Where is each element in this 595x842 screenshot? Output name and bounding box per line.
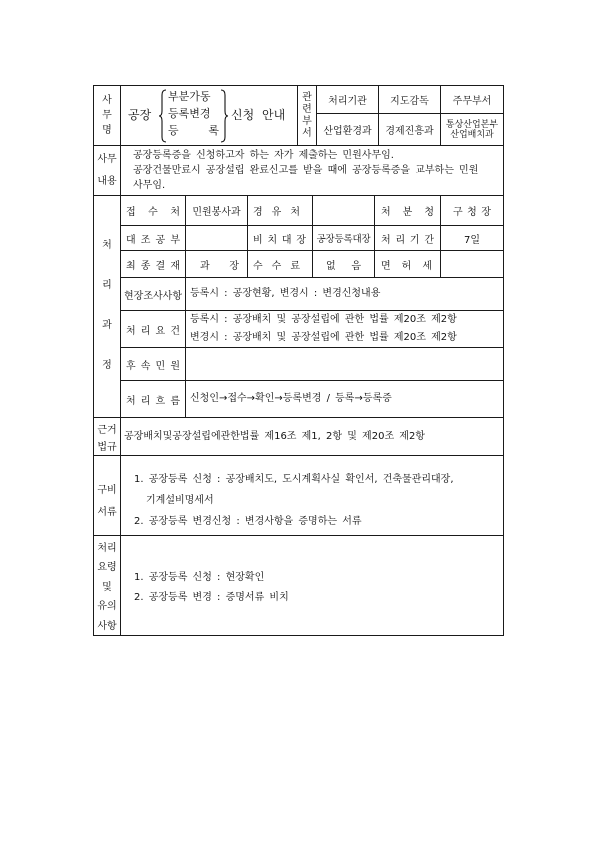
related-departments-label-char: 련 — [302, 103, 312, 115]
license-tax-label — [374, 250, 441, 278]
main-department-header — [440, 85, 504, 114]
legal-basis-label-line: 법규 — [97, 441, 117, 453]
office-name-label-char: 사 — [102, 95, 112, 106]
main-department-header-text: 주무부서 — [452, 96, 492, 107]
description-label-line: 내용 — [97, 175, 117, 187]
note-line: 1. 공장등록 신청 : 현장확인 — [134, 571, 265, 583]
document-line: 기계설비명세서 — [146, 495, 214, 506]
legal-basis-label — [93, 417, 121, 456]
disposing-authority-value — [440, 195, 504, 226]
processing-period-label — [374, 225, 441, 251]
processing-flow-content — [185, 380, 504, 418]
title-prefix: 공장 — [128, 108, 152, 122]
related-departments-label-char: 관 — [302, 91, 312, 103]
description-label-line: 사무 — [97, 153, 117, 165]
receipt-office-value — [185, 195, 248, 226]
document-line: 2. 공장등록 변경신청 : 변경사항을 증명하는 서류 — [134, 516, 362, 527]
via-office-label — [247, 195, 313, 226]
required-documents-label — [93, 455, 121, 536]
processing-notes-label — [93, 535, 121, 636]
main-department-value-line: 산업배치과 — [450, 129, 494, 140]
fee-value-text: 없 음 — [326, 260, 361, 272]
office-name-label-char: 명 — [102, 125, 112, 136]
license-tax-value — [440, 250, 504, 278]
process-label-char: 리 — [102, 280, 112, 291]
requirement-line: 등록시 : 공장배치 및 공장설립에 관한 법률 제20조 제2항 — [190, 314, 457, 325]
related-departments-label-char: 서 — [302, 127, 312, 139]
title-option-registration: 등 록 — [168, 124, 219, 137]
process-label-char: 처 — [102, 240, 112, 251]
site-inspection-text: 등록시 : 공장현황, 변경시 : 변경신청내용 — [190, 288, 381, 299]
processing-agency-header — [316, 85, 379, 114]
description-line: 공장건물만료시 공장설립 완료신고를 받을 때에 공장등록증을 교부하는 민원 — [133, 165, 479, 176]
requirement-line: 변경시 : 공장배치 및 공장설립에 관한 법률 제20조 제2항 — [190, 332, 457, 343]
process-label — [93, 195, 121, 418]
description-line: 사무임. — [133, 180, 166, 191]
final-approval-value-text: 과 장 — [200, 260, 239, 272]
follow-up-petition-label — [120, 347, 186, 381]
processing-requirements-label — [120, 310, 186, 348]
processing-notes-label-line: 사항 — [97, 620, 117, 632]
form-title — [120, 85, 298, 146]
title-option-registration-change: 등록변경 — [168, 107, 211, 120]
reference-register-label-text: 대 조 공 부 — [126, 234, 180, 246]
title-options — [168, 88, 219, 139]
processing-notes-label-line: 유의 — [97, 601, 117, 613]
legal-basis-content — [120, 417, 504, 456]
processing-notes-label-line: 처리 — [97, 542, 117, 554]
license-tax-label-text: 면 허 세 — [381, 260, 432, 272]
right-brace — [220, 89, 229, 143]
kept-register-label — [247, 225, 313, 251]
description-label — [93, 145, 121, 196]
processing-flow-label — [120, 380, 186, 418]
office-name-label-char: 무 — [102, 110, 112, 121]
processing-period-label-text: 처 리 기 간 — [381, 234, 434, 246]
disposing-authority-label — [374, 195, 441, 226]
description-line: 공장등록증을 신청하고자 하는 자가 제출하는 민원사무임. — [133, 150, 394, 161]
related-departments-label-char: 부 — [302, 115, 312, 127]
office-name-label — [93, 85, 121, 146]
processing-agency-value — [316, 113, 379, 146]
title-option-partial-operation: 부분가동 — [168, 90, 211, 103]
final-approval-value — [185, 250, 248, 278]
receipt-office-label-text: 접 수 처 — [126, 207, 180, 218]
process-label-char: 과 — [102, 320, 112, 331]
processing-flow-label-text: 처 리 흐 름 — [126, 395, 180, 407]
processing-flow-text: 신청인→접수→확인→등록변경 / 등록→등록증 — [190, 393, 392, 404]
fee-label — [247, 250, 313, 278]
left-brace — [158, 89, 167, 143]
processing-notes-label-line: 및 — [102, 581, 112, 593]
disposing-authority-label-text: 처 분 청 — [381, 207, 434, 218]
required-documents-label-line: 서류 — [97, 506, 117, 518]
reference-register-value — [185, 225, 248, 251]
fee-label-text: 수 수 료 — [253, 260, 300, 272]
site-inspection-label-text: 현장조사사항 — [124, 290, 182, 302]
processing-notes-label-line: 요령 — [97, 562, 117, 574]
processing-requirements-label-text: 처 리 요 건 — [126, 325, 180, 337]
supervision-value-text: 경제진흥과 — [385, 126, 434, 137]
main-department-value — [440, 113, 504, 146]
disposing-authority-value-text: 구 청 장 — [453, 207, 491, 218]
processing-period-value — [440, 225, 504, 251]
processing-agency-value-text: 산업환경과 — [323, 126, 372, 137]
processing-period-value-text: 7일 — [463, 234, 481, 246]
supervision-header — [378, 85, 441, 114]
follow-up-petition-content — [185, 347, 504, 381]
main-department-value-line: 통상산업본부 — [445, 119, 499, 130]
title-suffix: 신청 안내 — [231, 108, 286, 122]
processing-requirements-content — [185, 310, 504, 348]
receipt-office-label — [120, 195, 186, 226]
description-content — [120, 145, 504, 196]
final-approval-label — [120, 250, 186, 278]
site-inspection-label — [120, 277, 186, 311]
note-line: 2. 공장등록 변경 : 증명서류 비치 — [134, 591, 289, 603]
supervision-value — [378, 113, 441, 146]
follow-up-petition-label-text: 후 속 민 원 — [126, 360, 180, 372]
kept-register-value — [312, 225, 375, 251]
fee-value — [312, 250, 375, 278]
related-departments-label — [297, 85, 317, 146]
required-documents-content — [120, 455, 504, 536]
kept-register-value-text: 공장등록대장 — [316, 234, 371, 245]
required-documents-label-line: 구비 — [97, 484, 117, 496]
document-line: 1. 공장등록 신청 : 공장배치도, 도시계획사실 확인서, 건축물관리대장, — [134, 474, 454, 485]
receipt-office-value-text: 민원봉사과 — [192, 207, 241, 218]
final-approval-label-text: 최 종 결 재 — [126, 260, 180, 272]
via-office-label-text: 경 유 처 — [253, 207, 300, 218]
process-label-char: 정 — [102, 360, 112, 371]
reference-register-label — [120, 225, 186, 251]
supervision-header-text: 지도감독 — [390, 96, 429, 107]
via-office-value — [312, 195, 375, 226]
processing-agency-header-text: 처리기관 — [328, 96, 367, 107]
legal-basis-text: 공장배치및공장설립에관한법률 제16조 제1, 2항 및 제20조 제2항 — [124, 430, 425, 442]
site-inspection-content — [185, 277, 504, 311]
legal-basis-label-line: 근거 — [97, 424, 117, 436]
kept-register-label-text: 비 치 대 장 — [253, 234, 306, 246]
processing-notes-content — [120, 535, 504, 636]
